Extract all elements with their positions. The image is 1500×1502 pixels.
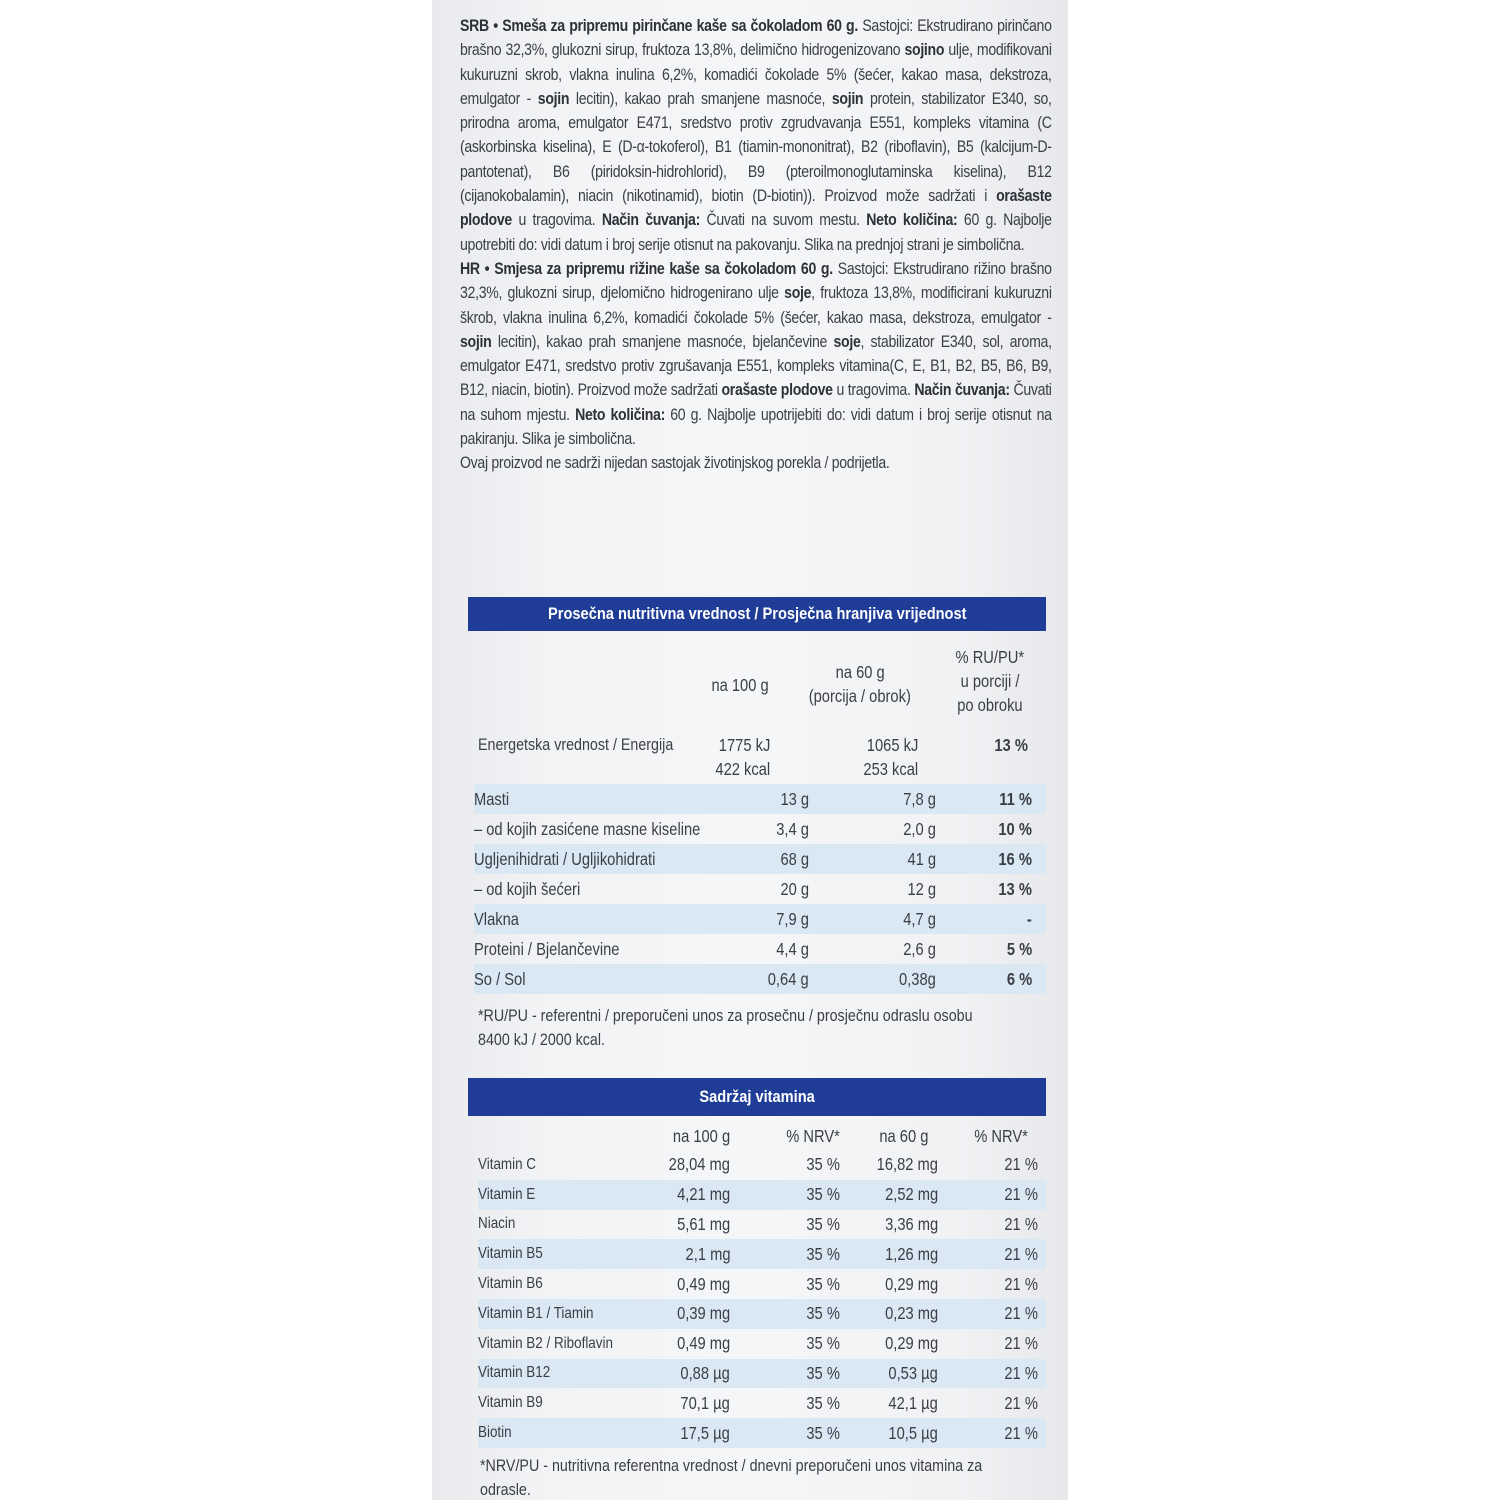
hr-title: Smjesa za pripremu rižine kaše sa čokoladom 60 g. — [494, 259, 833, 278]
nutrient-per-100g: 3,4 g — [776, 818, 810, 839]
vitamin-label: Vitamin B9 — [478, 1394, 543, 1412]
nutrition-header-band: Prosečna nutritivna vrednost / Prosječna hranjiva vrijednost — [468, 597, 1046, 631]
nutrition-row — [474, 844, 1046, 874]
vitamin-nrv-100g: 35 % — [730, 1180, 840, 1210]
vitamin-nrv-60g: 21 % — [938, 1299, 1038, 1329]
vitamin-per-100g: 28,04 mg — [668, 1154, 730, 1175]
vit-col-nrv2: % NRV* — [974, 1126, 1028, 1146]
vitamin-nrv-60g: 21 % — [938, 1180, 1038, 1210]
nutrient-per-60g: 7,8 g — [809, 784, 936, 814]
nutrient-per-100g: 7,9 g — [743, 904, 809, 934]
vitamin-per-60g: 0,23 mg — [840, 1299, 938, 1329]
energy-ru: 13 % — [994, 735, 1028, 755]
nutrient-ru-percent: 16 % — [936, 844, 1032, 874]
vit-col-nrv1: % NRV* — [786, 1126, 840, 1146]
vitamin-label: Vitamin B6 — [478, 1275, 543, 1293]
nutrient-label: – od kojih zasićene masne kiseline — [474, 818, 701, 839]
vitamin-per-100g: 0,88 µg — [642, 1359, 730, 1389]
col-header-60g: na 60 g (porcija / obrok) — [808, 662, 912, 706]
vitamin-nrv-100g: 35 % — [806, 1213, 840, 1234]
vitamin-nrv-100g: 35 % — [806, 1154, 840, 1175]
nutrient-per-60g: 12 g — [907, 878, 936, 899]
vitamin-per-60g: 42,1 µg — [888, 1392, 938, 1413]
nutrient-per-100g: 0,64 g — [743, 964, 809, 994]
nutrition-row — [474, 814, 1046, 844]
vitamin-footnote: *NRV/PU - nutritivna referentna vrednost / dnevni preporučeni unos vitamina za odrasle. — [480, 1456, 983, 1499]
vitamin-per-100g: 0,49 mg — [676, 1273, 730, 1294]
vitamin-nrv-60g: 21 % — [938, 1239, 1038, 1269]
nutrient-label: Proteini / Bjelančevine — [474, 938, 620, 959]
srb-title: Smeša za pripremu pirinčane kaše sa čokoladom 60 g. — [502, 17, 858, 35]
nutrition-row — [474, 964, 1046, 994]
nutrient-per-60g: 0,38g — [809, 964, 936, 994]
vitamin-nrv-100g: 35 % — [806, 1392, 840, 1413]
vitamin-header-band: Sadržaj vitamina — [468, 1078, 1046, 1116]
vitamin-per-60g: 10,5 µg — [840, 1418, 938, 1448]
vitamin-label: Vitamin C — [478, 1155, 537, 1173]
energy-60g: 1065 kJ 253 kcal — [863, 735, 918, 779]
vit-col-60g: na 60 g — [878, 1126, 928, 1146]
vitamin-row — [478, 1269, 1046, 1299]
vitamin-label: Vitamin B1 / Tiamin — [478, 1299, 642, 1329]
nutrient-per-60g: 41 g — [809, 844, 936, 874]
nutrient-per-60g: 4,7 g — [809, 904, 936, 934]
vitamin-per-100g: 2,1 mg — [642, 1239, 730, 1269]
vitamin-row — [478, 1180, 1046, 1210]
nutrient-label: Masti — [474, 784, 743, 814]
vitamin-per-100g: 70,1 µg — [680, 1392, 730, 1413]
nutrition-table — [474, 784, 1046, 994]
vitamin-nrv-100g: 35 % — [730, 1239, 840, 1269]
nutrient-label: Vlakna — [474, 904, 743, 934]
vitamin-per-60g: 3,36 mg — [884, 1213, 938, 1234]
vitamin-per-60g: 0,29 mg — [884, 1333, 938, 1354]
nutrient-per-100g: 4,4 g — [776, 938, 810, 959]
nutrition-row — [474, 904, 1046, 934]
vitamin-nrv-60g: 21 % — [1004, 1392, 1038, 1413]
vit-col-100g: na 100 g — [672, 1126, 730, 1146]
vitamin-label: Vitamin B2 / Riboflavin — [478, 1334, 613, 1352]
vitamin-row — [478, 1359, 1046, 1389]
hr-section: HR • Smjesa za pripremu rižine kaše sa čokoladom 60 g. Sastojci: Ekstrudirano rižino brašno 32,3%, glukozni sirup, djelomično hidrogenirano ulje soje, fruktoza 13,8%, modificirani kukuruzni škrob, vlakna inulina 6,2%, komadići čokolade 5% (šećer, kakao masa, dekstroza, emulgator - sojin lecitin), kakao prah smanjene masnoće, bjelančevine soje, stabilizator E340, sol, aroma, emulgator E471, sredstvo protiv zgrušavanja E551, kompleks vitamina(C, E, B1, B2, B5, B6, B9, B12, niacin, biotin). Proizvod može sadržati orašaste plodove u tragovima. Način čuvanja: Čuvati na suhom mjestu. Neto količina: 60 g. Najbolje upotrijebiti do: vidi datum i broj serije otisnut na pakiranju. Slika je simbolična. — [460, 259, 1052, 449]
nutrient-label: Ugljenihidrati / Ugljikohidrati — [474, 844, 743, 874]
nutrient-ru-percent: 10 % — [998, 818, 1032, 839]
vitamin-label: Vitamin B5 — [478, 1239, 642, 1269]
vitamin-per-60g: 0,29 mg — [884, 1273, 938, 1294]
vitamin-per-60g: 2,52 mg — [840, 1180, 938, 1210]
vitamin-table — [478, 1150, 1046, 1448]
nutrient-label: – od kojih šećeri — [474, 878, 581, 899]
vitamin-per-60g: 16,82 mg — [876, 1154, 938, 1175]
col-header-100g: na 100 g — [711, 675, 769, 695]
vitamin-nrv-100g: 35 % — [730, 1359, 840, 1389]
vitamin-nrv-60g: 21 % — [1004, 1213, 1038, 1234]
nutrient-label: So / Sol — [474, 964, 743, 994]
energy-100g: 1775 kJ 422 kcal — [715, 735, 770, 779]
vitamin-nrv-100g: 35 % — [730, 1418, 840, 1448]
nutrient-ru-percent: 6 % — [936, 964, 1032, 994]
nutrition-footnote: *RU/PU - referentni / preporučeni unos za prosečnu / prosječnu odraslu osobu 8400 kJ / 2000 kcal. — [478, 1006, 973, 1049]
nutrient-per-60g: 2,0 g — [903, 818, 936, 839]
vitamin-per-100g: 0,39 mg — [642, 1299, 730, 1329]
nutrition-row — [474, 874, 1046, 904]
vitamin-row — [478, 1239, 1046, 1269]
vitamin-per-100g: 4,21 mg — [642, 1180, 730, 1210]
vitamin-nrv-100g: 35 % — [806, 1333, 840, 1354]
vitamin-row — [478, 1329, 1046, 1359]
nutrient-per-100g: 20 g — [780, 878, 810, 899]
nutrient-ru-percent: 5 % — [1006, 938, 1032, 959]
vitamin-row — [478, 1150, 1046, 1180]
hr-code: HR — [460, 259, 480, 278]
vitamin-nrv-100g: 35 % — [730, 1299, 840, 1329]
vitamin-nrv-60g: 21 % — [938, 1418, 1038, 1448]
nutrient-ru-percent: - — [936, 904, 1032, 934]
energy-label: Energetska vrednost / Energija — [478, 735, 674, 754]
vitamin-nrv-60g: 21 % — [1004, 1333, 1038, 1354]
nutrient-per-100g: 13 g — [743, 784, 809, 814]
vitamin-row — [478, 1418, 1046, 1448]
vitamin-nrv-100g: 35 % — [806, 1273, 840, 1294]
vitamin-label: Vitamin E — [478, 1180, 642, 1210]
vitamin-per-100g: 17,5 µg — [642, 1418, 730, 1448]
nutrient-per-60g: 2,6 g — [903, 938, 936, 959]
srb-code: SRB — [460, 17, 489, 35]
vitamin-row — [478, 1388, 1046, 1418]
nutrition-row — [474, 934, 1046, 964]
vitamin-nrv-60g: 21 % — [1004, 1273, 1038, 1294]
vitamin-row — [478, 1210, 1046, 1240]
ingredients-text — [460, 14, 1052, 476]
vitamin-nrv-60g: 21 % — [1004, 1154, 1038, 1175]
vitamin-per-60g: 1,26 mg — [840, 1239, 938, 1269]
vegan-note: Ovaj proizvod ne sadrži nijedan sastojak životinjskog porekla / podrijetla. — [460, 454, 890, 473]
col-header-ru: % RU/PU* u porciji / po obroku — [955, 647, 1025, 715]
srb-section: SRB • Smeša za pripremu pirinčane kaše sa čokoladom 60 g. Sastojci: Ekstrudirano pirinčano brašno 32,3%, glukozni sirup, fruktoza 13,8%, delimično hidrogenizovano sojino ulje, modifikovani kukuruzni skrob, vlakna inulina 6,2%, komadići čokolade 5% (šećer, kakao masa, dekstroza, emulgator - sojin lecitin), kakao prah smanjene masnoće, sojin protein, stabilizator E340, so, prirodna aroma, emulgator E471, sredstvo protiv zgrudvavanja E551, kompleks vitamina (C (askorbinska kiselina), E (D-α-tokoferol), B1 (tiamin-mononitrat), B2 (riboflavin), B5 (kalcijum-D-pantotenat), B6 (piridoksin-hidrohlorid), B9 (pteroilmonoglutaminska kiselina), B12 (cijanokobalamin), niacin (nikotinamid), biotin (D-biotin)). Proizvod može sadržati i orašaste plodove u tragovima. Način čuvanja: Čuvati na suvom mestu. Neto količina: 60 g. Najbolje upotrebiti do: vidi datum i broj serije otisnut na pakovanju. Slika na prednjoj strani je simbolična. — [460, 17, 1052, 254]
nutrient-ru-percent: 11 % — [936, 784, 1032, 814]
vitamin-label: Vitamin B12 — [478, 1359, 642, 1389]
nutrient-ru-percent: 13 % — [998, 878, 1032, 899]
vitamin-label: Biotin — [478, 1418, 642, 1448]
vitamin-per-60g: 0,53 µg — [840, 1359, 938, 1389]
nutrient-per-100g: 68 g — [743, 844, 809, 874]
vitamin-per-100g: 0,49 mg — [676, 1333, 730, 1354]
vitamin-row — [478, 1299, 1046, 1329]
vitamin-label: Niacin — [478, 1215, 516, 1233]
vitamin-nrv-60g: 21 % — [938, 1359, 1038, 1389]
vitamin-per-100g: 5,61 mg — [676, 1213, 730, 1234]
nutrition-row — [474, 784, 1046, 814]
